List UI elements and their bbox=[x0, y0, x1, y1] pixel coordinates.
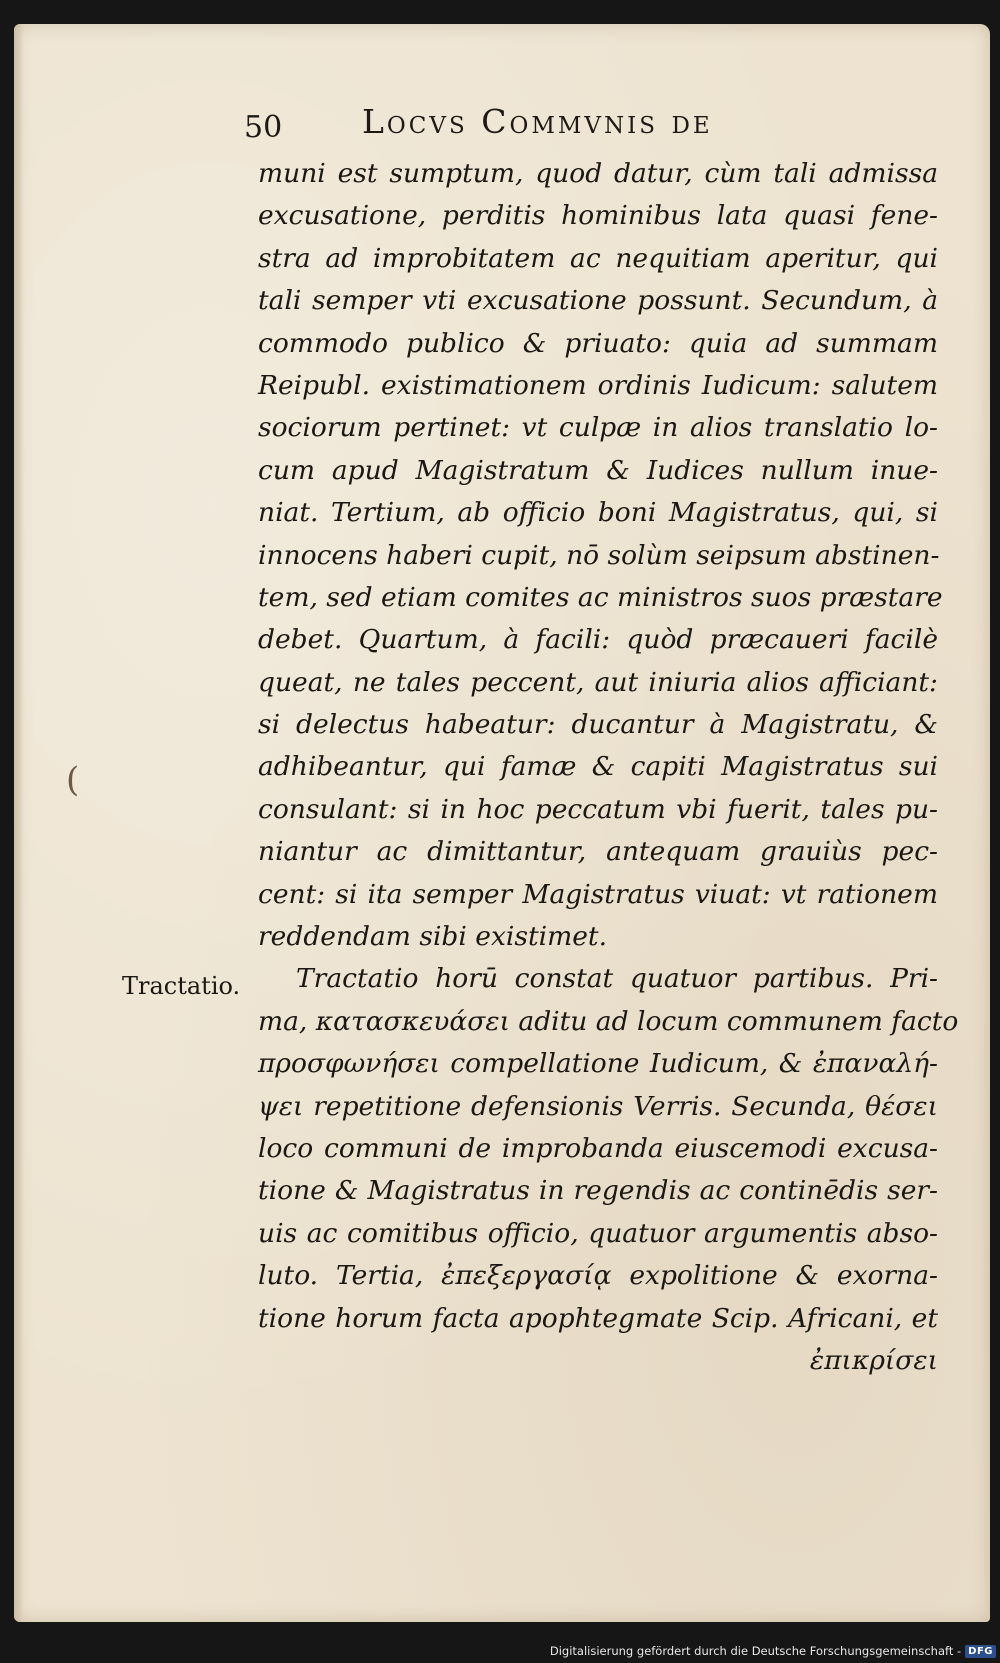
text-line: innocens haberi cupit, nō solùm seipsum abstinen- bbox=[258, 539, 940, 571]
text-line: stra ad improbitatem ac nequitiam aperitur, qui bbox=[258, 242, 938, 274]
text-line: si delectus habeatur: ducantur à Magistratu, & bbox=[258, 709, 938, 741]
text-line: loco communi de improbanda eiuscemodi excusa- bbox=[258, 1132, 938, 1164]
margin-note: Tractatio. bbox=[122, 972, 241, 1000]
page-edge-shadow bbox=[14, 24, 24, 1622]
text-line: commodo publico & priuato: quia ad summam bbox=[258, 327, 938, 359]
text-line: consulant: si in hoc peccatum vbi fuerit, tales pu- bbox=[258, 793, 938, 825]
text-line: Tractatio horū constat quatuor partibus. Pri- bbox=[296, 963, 938, 995]
dfg-logo: DFG bbox=[965, 1645, 996, 1658]
text-line: tem, sed etiam comites ac ministros suos præstare bbox=[258, 581, 943, 613]
text-line: excusatione, perditis hominibus lata quasi fene- bbox=[258, 200, 938, 232]
text-line: tione & Magistratus in regendis ac continēdis ser- bbox=[258, 1175, 938, 1207]
body-text bbox=[258, 153, 959, 1382]
text-line: niantur ac dimittantur, antequam grauiùs pec- bbox=[258, 836, 938, 868]
running-head bbox=[244, 96, 804, 146]
text-line: adhibeantur, qui famæ & capiti Magistratus sui bbox=[258, 751, 938, 783]
margin-bracket-mark: ( bbox=[66, 760, 80, 800]
credit-text: Digitalisierung gefördert durch die Deutsche Forschungsgemeinschaft - bbox=[549, 1644, 962, 1658]
text-line: debet. Quartum, à facili: quòd præcaueri facilè bbox=[258, 624, 938, 656]
text-line: niat. Tertium, ab officio boni Magistratus, qui, si bbox=[258, 497, 938, 529]
page-number: 50 bbox=[244, 110, 283, 145]
text-line: tali semper vti excusatione possunt. Secundum, à bbox=[258, 285, 938, 317]
text-line: cent: si ita semper Magistratus viuat: vt rationem bbox=[258, 878, 938, 910]
text-line: sociorum pertinet: vt culpæ in alios translatio lo- bbox=[258, 412, 938, 444]
text-line: προσφωνήσει compellatione Iudicum, & ἐπαναλή- bbox=[258, 1048, 938, 1080]
text-line: ψει repetitione defensionis Verris. Secunda, θέσει bbox=[258, 1090, 938, 1122]
text-line: reddendam sibi existimet. bbox=[258, 921, 607, 953]
text-line: Reipubl. existimationem ordinis Iudicum: salutem bbox=[258, 369, 938, 401]
text-line: queat, ne tales peccent, aut iniuria alios afficiant: bbox=[258, 666, 938, 698]
text-line: tione horum facta apophtegmate Scip. Africani, et bbox=[258, 1302, 938, 1334]
catchword: ἐπικρίσει bbox=[809, 1344, 938, 1376]
text-line: muni est sumptum, quod datur, cùm tali admissa bbox=[258, 158, 938, 189]
text-line: uis ac comitibus officio, quatuor argumentis abso- bbox=[258, 1217, 938, 1249]
running-title: Locvs Commvnis de bbox=[362, 102, 713, 141]
text-line: luto. Tertia, ἐπεξεργασίᾳ expolitione & exorna- bbox=[258, 1260, 938, 1292]
text-line: cum apud Magistratum & Iudices nullum inue- bbox=[258, 454, 938, 486]
text-line: ma, κατασκευάσει aditu ad locum communem facto bbox=[258, 1005, 959, 1037]
digitization-credit bbox=[550, 1641, 996, 1661]
